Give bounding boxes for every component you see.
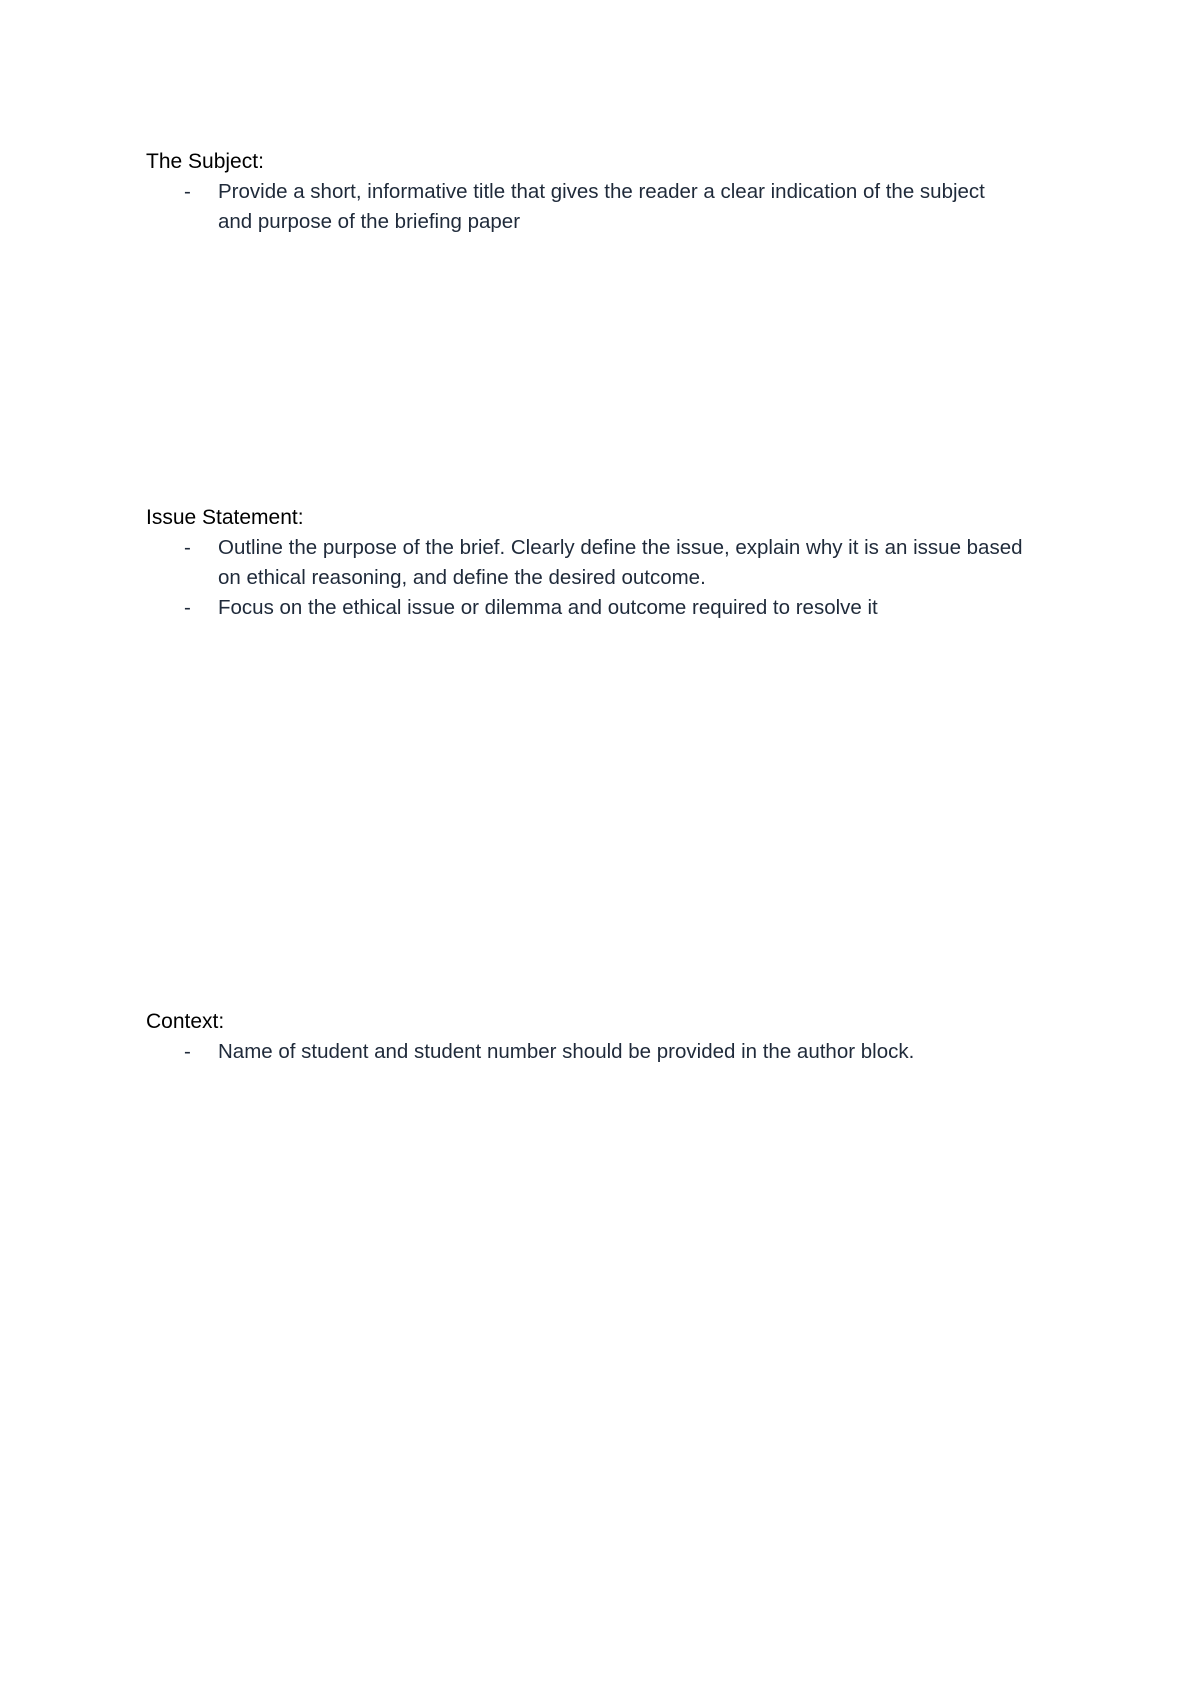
bullet-list-subject (146, 177, 1046, 237)
bullet-text: Name of student and student number should be provided in the author block. (218, 1040, 915, 1063)
section-heading-context: Context: (146, 1010, 225, 1033)
bullet-dash: - (184, 536, 191, 559)
section-heading-issue-statement: Issue Statement: (146, 506, 304, 529)
bullet-text: Focus on the ethical issue or dilemma and outcome required to resolve it (218, 596, 878, 619)
bullet-dash: - (184, 180, 191, 203)
list-item (146, 533, 1046, 593)
bullet-text: Outline the purpose of the brief. Clearly define the issue, explain why it is an issue based on ethical reasoning, and define the desired outcome. (218, 536, 1023, 589)
bullet-dash: - (184, 596, 191, 619)
bullet-list-issue-statement (146, 533, 1046, 623)
list-item (146, 1037, 1046, 1067)
section-subject (146, 147, 1046, 237)
bullet-list-context (146, 1037, 1046, 1067)
bullet-dash: - (184, 1040, 191, 1063)
list-item (146, 177, 1046, 237)
section-context (146, 1007, 1046, 1067)
section-heading-subject: The Subject: (146, 150, 264, 173)
section-issue-statement (146, 503, 1046, 623)
list-item (146, 593, 1046, 623)
bullet-text: Provide a short, informative title that gives the reader a clear indication of the subject and purpose of the briefing paper (218, 180, 985, 233)
